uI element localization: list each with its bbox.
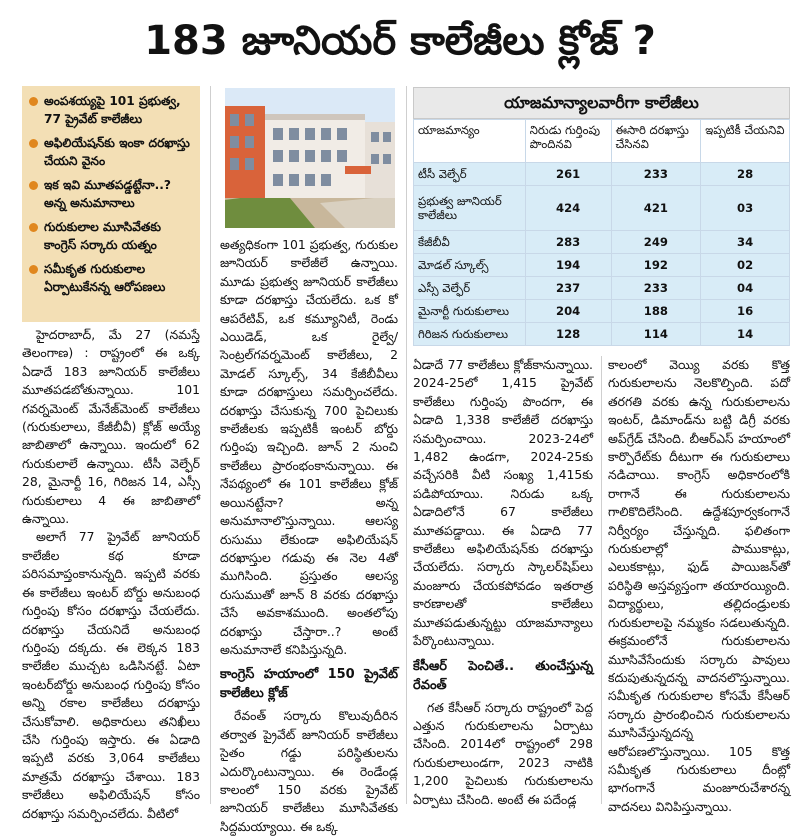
highlight-item xyxy=(28,92,194,128)
article-column-3 xyxy=(413,356,593,807)
article-paragraph: ఏడాదే 77 కాలేజీలు క్లోజ్‌కానున్నాయి. 2024-25లో 1,415 ప్రైవేట్ కాలేజీలు గుర్తింపు పొందగా, ఈ ఏడాది 1,338 కాలేజీలే దరఖాస్తు సమర్పించాయి. 2023-24లో 1,482 ఉండగా, 2024-25కు వచ్చేసరికి వీటి సంఖ్య 1,415కు పడిపోయాయి. నిరుడు ఒక్క ఏడాదిలోనే 67 కాలేజీలు మూతపడ్డాయి. ఈ ఏడాది 77 కాలేజీలు అఫిలియేషన్‌కు దరఖాస్తు చేయలేదు. సర్కారు స్కాలర్‌షిప్‌లు మంజూరు చేయకపోవడం ఇతరాత్ర కారణాలతో కాలేజీలు మూతపడుతున్నట్టు యాజమాన్యాలు పేర్కొంటున్నాయి. xyxy=(413,357,593,649)
building-illustration xyxy=(225,88,395,228)
table-row xyxy=(414,323,790,346)
highlight-item xyxy=(28,218,194,254)
college-building-photo xyxy=(225,88,395,228)
table-cell: మైనార్టీ గురుకులాలు xyxy=(414,300,526,323)
table-row xyxy=(414,163,790,186)
table-cell: 261 xyxy=(525,163,611,186)
table-cell: 02 xyxy=(701,254,790,277)
table-cell: 03 xyxy=(701,186,790,231)
bullet-dot-icon xyxy=(29,97,38,106)
table-cell: 424 xyxy=(525,186,611,231)
owners-table xyxy=(413,119,790,346)
table-cell: 194 xyxy=(525,254,611,277)
bullet-dot-icon xyxy=(29,139,38,148)
table-cell: టీసీ వెల్ఫేర్ xyxy=(414,163,526,186)
table-cell: ప్రభుత్వ జూనియర్ కాలేజీలు xyxy=(414,186,526,231)
table-cell: 249 xyxy=(611,231,701,254)
article-paragraph: గత కేసీఆర్ సర్కారు రాష్ట్రంలో పెద్ద ఎత్తున గురుకులాలను ఏర్పాటు చేసింది. 2014లో రాష్ట్రంలో 298 గురుకులాలుండగా, 2023 నాటికి 1,200 పైచిలుకు గురుకులాలను ఏర్పాటు చేసింది. అంటే ఈ పదేండ్ల xyxy=(413,699,593,807)
table-cell: 204 xyxy=(525,300,611,323)
table-row xyxy=(414,277,790,300)
highlight-text: అంపశయ్యపై 101 ప్రభుత్వ, 77 ప్రైవేట్ కాలేజీలు xyxy=(44,94,181,126)
dateline-paragraph: హైదరాబాద్, మే 27 (నమస్తే తెలంగాణ) : రాష్ట్రంలో ఈ ఒక్క ఏడాదే 183 జూనియర్ కాలేజీలు మూతపడబోతున్నాయి. 101 గవర్నమెంట్ మేనేజ్‌మెంట్ కాలేజీలు (గురుకులాలు, కేజీబీవీ) క్లోజ్ అయ్యే జాబితాలో ఉన్నాయి. ఇందులో 62 గురుకులాలే ఉన్నాయి. టీసీ వెల్ఫేర్ 28, మైనార్టీ 16, గిరిజన 14, ఎస్సీ గురుకులాలు 4 ఈ జాబితాలో ఉన్నాయి. xyxy=(22,327,200,527)
table-cell: 28 xyxy=(701,163,790,186)
column-header: ఇప్పటికీ చేయనివి xyxy=(701,120,790,163)
table-cell: 128 xyxy=(525,323,611,346)
table-cell: 192 xyxy=(611,254,701,277)
column-divider xyxy=(601,356,602,804)
table-cell: గిరిజన గురుకులాలు xyxy=(414,323,526,346)
table-cell: 237 xyxy=(525,277,611,300)
table-title: యాజమాన్యాలవారీగా కాలేజీలు xyxy=(413,87,790,119)
table-row xyxy=(414,186,790,231)
column-header: నిరుడు గుర్తింపు పొందినవి xyxy=(525,120,611,163)
table-cell: మోడల్ స్కూల్స్ xyxy=(414,254,526,277)
column-header: ఈసారి దరఖాస్తు చేసినవి xyxy=(611,120,701,163)
article-column-1 xyxy=(22,326,200,821)
article-column-2 xyxy=(220,236,398,834)
column-divider xyxy=(210,86,211,804)
table-cell: 233 xyxy=(611,277,701,300)
table-cell: 114 xyxy=(611,323,701,346)
table-cell: 34 xyxy=(701,231,790,254)
table-cell: 233 xyxy=(611,163,701,186)
section-subhead: కేసీఆర్ పెంచితే.. తుంచేస్తున్న రేవంత్ xyxy=(413,658,593,693)
article-column-4 xyxy=(608,356,790,814)
highlight-text: గురుకులాల మూసివేతకు కాంగ్రెస్ సర్కారు యత్నం xyxy=(44,220,161,252)
table-cell: ఎస్సీ వెల్ఫేర్ xyxy=(414,277,526,300)
article-paragraph: కాలంలో వెయ్యి వరకు కొత్త గురుకులాలను నెలకొల్పింది. పదో తరగతి వరకు ఉన్న గురుకులాలను ఇంటర్, డిమాండ్‌ను బట్టి డిగ్రీ వరకు అప్‌గ్రేడ్ చేసింది. బీఆర్‌ఎస్ హయాంలో కార్పొరేట్‌కు దీటుగా ఈ గురుకులాలు నడిచాయి. కాంగ్రెస్ అధికారంలోకి రాగానే ఈ గురుకులాలను గాలికొదిలేసింది. ఉద్దేశపూర్వకంగానే నిర్వీర్యం చేస్తున్నది. ఫలితంగా గురుకులాల్లో పాముకాట్లు, ఎలుకకాట్లు, ఫుడ్ పాయిజన్‌తో పరిస్థితి అస్తవ్యస్తంగా తయారయ్యింది. విద్యార్థులు, తల్లిదండ్రులకు గురుకులాలపై నమ్మకం సడలుతున్నది. ఈక్రమంలోనే గురుకులాలను మూసివేసేందుకు సర్కారు పావులు కదుపుతున్నదన్న వాదనలొస్తున్నాయి. సమీకృత గురుకులాల కోసమే కేసీఆర్ సర్కారు ప్రారంభించిన గురుకులాలను మూసివేస్తున్నదన్న ఆరోపణలొస్తున్నాయి. 105 కొత్త సమీకృత గురుకులాలు దీంట్లో భాగంగానే మంజూరుచేశారన్న వాదనలు వినిపిస్తున్నాయి. xyxy=(608,357,790,814)
highlight-text: ఇక ఇవి మూతపడ్డట్టేనా..? అన్న అనుమానాలు xyxy=(44,178,171,210)
highlights-box xyxy=(22,86,200,322)
table-cell: 283 xyxy=(525,231,611,254)
table-cell: 04 xyxy=(701,277,790,300)
table-cell: 188 xyxy=(611,300,701,323)
highlight-item xyxy=(28,260,194,296)
bullet-dot-icon xyxy=(29,265,38,274)
headline: 183 జూనియర్ కాలేజీలు క్లోజ్ ? xyxy=(144,18,656,64)
column-header: యాజమాన్యం xyxy=(414,120,526,163)
section-subhead: కాంగ్రెస్ హయాంలో 150 ప్రైవేట్ కాలేజీలు క్లోజ్ xyxy=(220,667,398,702)
highlight-item xyxy=(28,134,194,170)
highlight-text: సమీకృత గురుకులాల ఏర్పాటుకేనన్న ఆరోపణలు xyxy=(44,262,166,294)
table-cell: 421 xyxy=(611,186,701,231)
table-cell: కేజీబీవీ xyxy=(414,231,526,254)
bullet-dot-icon xyxy=(29,223,38,232)
table-cell: 14 xyxy=(701,323,790,346)
column-divider xyxy=(406,86,407,804)
table-row xyxy=(414,300,790,323)
owners-table-box xyxy=(413,87,790,349)
article-paragraph: రేవంత్ సర్కారు కొలువుదీరిన తర్వాత ప్రైవేట్ జూనియర్ కాలేజీలు సైతం గడ్డు పరిస్థితులను ఎదుర్కొంటున్నాయి. ఈ రెండేండ్ల కాలంలో 150 వరకు ప్రైవేట్ జూనియర్ కాలేజీలు మూసివేతకు సిద్ధమయ్యాయి. ఈ ఒక్క xyxy=(220,708,398,834)
bullet-dot-icon xyxy=(29,181,38,190)
highlights-list xyxy=(28,92,194,296)
table-row xyxy=(414,254,790,277)
article-paragraph: అత్యధికంగా 101 ప్రభుత్వ, గురుకుల జూనియర్ కాలేజీలే ఉన్నాయి. మూడు ప్రభుత్వ జూనియర్ కాలేజీలు కూడా దరఖాస్తు చేయలేదు. ఒక కో ఆపరేటివ్, ఒక కమ్యూనిటీ, రెండు ఎయిడెడ్, ఒక రైల్వే/సెంట్రల్‌గవర్నమెంట్ కాలేజీలు, 2 మోడల్ స్కూల్స్, 34 కేజీబీవీలు కూడా దరఖాస్తులు సమర్పించలేదు. దరఖాస్తు చేసుకున్న 700 పైచిలుకు కాలేజీలకు ఇప్పటికీ ఇంటర్ బోర్డు గుర్తింపు ఇచ్చింది. జూన్ 2 నుంచి కాలేజీలు ప్రారంభంకానున్నాయి. ఈ నేపథ్యంలో ఈ 101 కాలేజీలు క్లోజ్ అయినట్టేనా? అన్న అనుమానాలొస్తున్నాయి. ఆలస్య రుసుము లేకుండా అఫిలియేషన్ దరఖాస్తుల గడువు ఈ నెల 4తో ముగిసింది. ప్రస్తుతం ఆలస్య రుసుముతో జూన్ 8 వరకు దరఖాస్తు చేసే అవకాశముంది. అంతలోపు దరఖాస్తు చేస్తారా..? అంటే అనుమానాలే కనిపిస్తున్నది. xyxy=(220,237,398,657)
table-header-row xyxy=(414,120,790,163)
table-row xyxy=(414,231,790,254)
article-paragraph: అలాగే 77 ప్రైవేట్ జూనియర్ కాలేజీల కథ కూడా పరిసమాప్తంకానున్నది. ఇప్పటి వరకు ఈ కాలేజీలు ఇంటర్ బోర్డు అనుబంధ గుర్తింపు కోసం దరఖాస్తు చేయలేదు. దరఖాస్తు చేయనిదే అనుబంధ గుర్తింపు దక్కదు. ఈ లెక్కన 183 కాలేజీల ముచ్చట ఒడిసినట్టే. ఏటా ఇంటర్‌బోర్డు అనుబంధ గుర్తింపు కోసం అన్ని రకాల కాలేజీలు దరఖాస్తు చేసుకోవాలి. అధికారులు తనిఖీలు చేసి గుర్తింపు ఇస్తారు. ఈ ఏడాది ఇప్పటి వరకు 3,064 కాలేజీలు మాత్రమే దరఖాస్తు చేశాయి. 183 కాలేజీలు అఫిలియేషన్ కోసం దరఖాస్తు సమర్పించలేదు. వీటిలో xyxy=(22,529,200,821)
highlight-text: అఫిలియేషన్‌కు ఇంకా దరఖాస్తు చేయని వైనం xyxy=(44,136,190,168)
highlight-item xyxy=(28,176,194,212)
table-cell: 16 xyxy=(701,300,790,323)
